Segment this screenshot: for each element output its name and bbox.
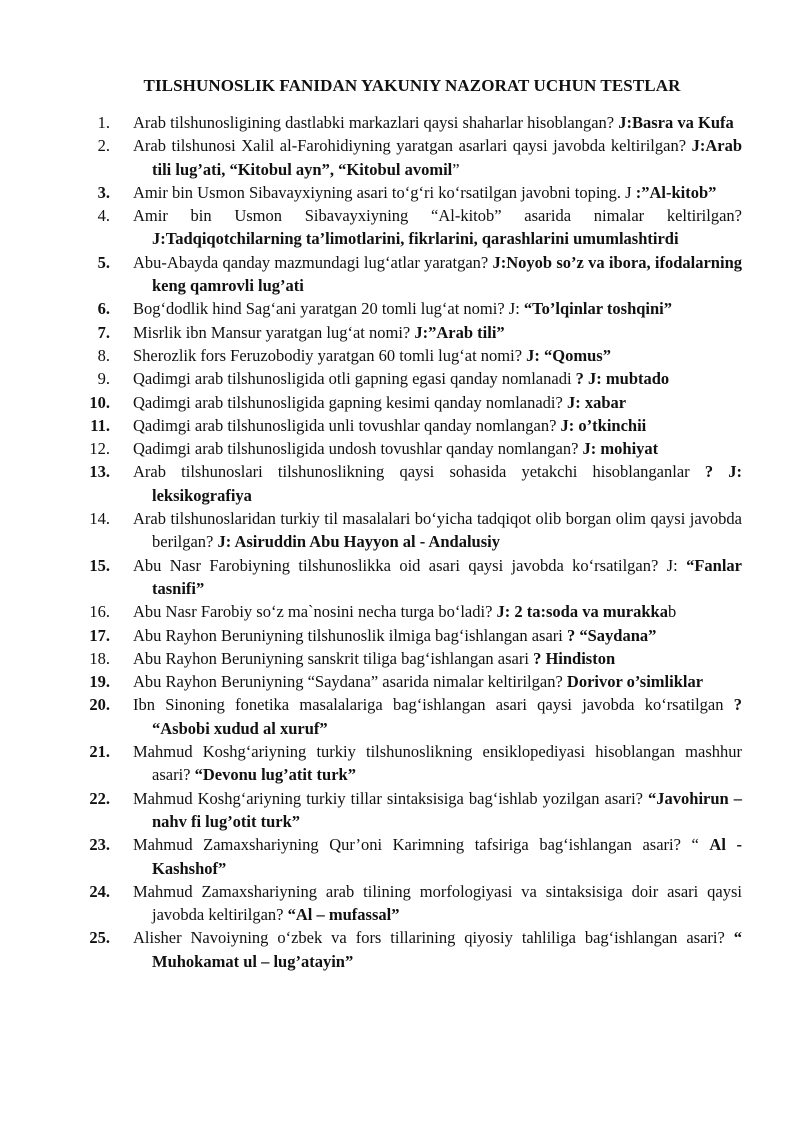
item-text — [133, 134, 742, 181]
item-text — [133, 297, 742, 320]
answer-text: “ Muhokamat ul – lug’atayin” — [152, 928, 742, 971]
item-text — [133, 554, 742, 601]
answer-text: ? J: leksikografiya — [152, 462, 743, 505]
test-item — [60, 367, 742, 390]
item-text — [133, 740, 742, 787]
item-text — [133, 367, 742, 390]
question-text: Mahmud Zamaxshariyning Qur’oni Karimning tafsiriga bag‘ishlangan asari? “ — [133, 835, 699, 855]
test-item — [60, 321, 742, 344]
test-list — [60, 111, 742, 973]
test-item — [60, 880, 742, 927]
question-text: Alisher Navoiyning o‘zbek va fors tillarining qiyosiy tahliliga bag‘ishlangan asari? — [133, 928, 725, 948]
item-number: 19. — [89, 672, 110, 692]
answer-text: J:Arab tili lug’ati, “Kitobul ayn”, “Kitobul avomil — [152, 136, 743, 179]
test-item — [60, 181, 742, 204]
question-text: Mahmud Koshg‘ariyning turkiy tilshunoslikning ensiklopediyasi hisoblangan mashhur asari? — [133, 742, 742, 785]
answer-text: J: o’tkinchii — [560, 415, 647, 435]
test-item — [60, 624, 742, 647]
test-item — [60, 251, 742, 298]
answer-text: “Al – mufassal” — [287, 905, 400, 925]
item-text — [133, 437, 742, 460]
test-item — [60, 391, 742, 414]
test-item — [60, 787, 742, 834]
answer-text: J: mohiyat — [582, 439, 659, 459]
item-number: 12. — [89, 439, 110, 459]
answer-text: J: Asiruddin Abu Hayyon al - Andalusiy — [217, 532, 500, 552]
item-text — [133, 647, 742, 670]
test-item — [60, 740, 742, 787]
test-item — [60, 414, 742, 437]
item-number: 3. — [97, 182, 110, 202]
answer-text: ? Hindiston — [533, 648, 616, 668]
item-text — [133, 880, 742, 927]
item-text — [133, 670, 742, 693]
item-number: 11. — [90, 415, 110, 435]
question-text: Qadimgi arab tilshunosligida unli tovushlar qanday nomlangan? — [133, 415, 557, 435]
document-title: TILSHUNOSLIK FANIDAN YAKUNIY NAZORAT UCHUN TESTLAR — [143, 76, 681, 95]
item-text — [133, 507, 742, 554]
item-number: 10. — [89, 392, 110, 412]
answer-text: “Fanlar tasnifi” — [152, 555, 742, 598]
item-number: 24. — [89, 881, 110, 901]
item-number: 23. — [89, 835, 110, 855]
question-text: Misrlik ibn Mansur yaratgan lug‘at nomi? — [133, 322, 411, 342]
item-text — [133, 926, 742, 973]
test-item — [60, 344, 742, 367]
test-item — [60, 507, 742, 554]
question-text: Arab tilshunosligining dastlabki markazlari qaysi shaharlar hisoblangan? — [133, 113, 615, 132]
item-number: 15. — [89, 555, 110, 575]
test-item — [60, 554, 742, 601]
item-number: 4. — [97, 206, 110, 226]
item-text — [133, 787, 742, 834]
question-text: Qadimgi arab tilshunosligida otli gapning egasi qanday nomlanadi — [133, 369, 572, 389]
answer-text: ? “Asbobi xudud al xuruf” — [152, 695, 743, 738]
item-text — [133, 460, 742, 507]
item-text — [133, 321, 742, 344]
item-text — [133, 624, 742, 647]
item-number: 13. — [89, 462, 110, 482]
item-number: 7. — [97, 322, 110, 342]
test-item — [60, 437, 742, 460]
test-item — [60, 926, 742, 973]
question-text: Arab tilshunosi Xalil al-Farohidiyning yaratgan asarlari qaysi javobda keltirilgan? — [133, 136, 687, 156]
item-number: 8. — [97, 345, 110, 365]
question-text: Abu-Abayda qanday mazmundagi lug‘atlar yaratgan? — [133, 252, 489, 272]
question-text: Bog‘dodlik hind Sag‘ani yaratgan 20 tomli lug‘at nomi? J: — [133, 299, 520, 319]
item-number: 21. — [89, 742, 110, 762]
answer-text: J: 2 ta:soda va murakka — [496, 602, 668, 622]
test-item — [60, 111, 742, 134]
answer-tail: b — [667, 602, 677, 622]
item-number: 6. — [97, 299, 110, 319]
answer-text: “Javohirun – nahv fi lug’otit turk” — [152, 788, 743, 831]
item-number: 22. — [89, 788, 110, 808]
answer-text: “Devonu lug’atit turk” — [194, 765, 356, 785]
question-text: Qadimgi arab tilshunosligida undosh tovushlar qanday nomlangan? — [133, 439, 579, 459]
question-text: Sherozlik fors Feruzobodiy yaratgan 60 tomli lug‘at nomi? — [133, 345, 523, 365]
test-item — [60, 693, 742, 740]
item-number: 2. — [97, 136, 110, 156]
answer-text: J:Basra va Kufa — [618, 113, 734, 132]
question-text: Abu Rayhon Beruniyning sanskrit tiliga bag‘ishlangan asari — [133, 648, 529, 668]
item-text — [133, 391, 742, 414]
answer-text: Al - Kashshof” — [152, 835, 742, 878]
item-text — [133, 344, 742, 367]
answer-tail: ” — [452, 159, 460, 179]
question-text: Arab tilshunoslaridan turkiy til masalalari bo‘yicha tadqiqot olib borgan olim qaysi javobda berilgan? — [133, 509, 742, 552]
answer-text: ? “Saydana” — [567, 625, 657, 645]
answer-text: :”Al-kitob” — [635, 182, 717, 202]
item-text — [133, 251, 742, 298]
question-text: Arab tilshunoslari tilshunoslikning qaysi sohasida yetakchi hisoblanganlar — [133, 462, 690, 482]
question-text: Mahmud Koshg‘ariyning turkiy tillar sintaksisiga bag‘ishlab yozilgan asari? — [133, 788, 643, 808]
answer-text: J:Tadqiqotchilarning ta’limotlarini, fikrlarini, qarashlarini umumlashtirdi — [152, 229, 679, 249]
test-item — [60, 833, 742, 880]
item-number: 1. — [97, 113, 110, 132]
question-text: Abu Rayhon Beruniyning “Saydana” asarida nimalar keltirilgan? — [133, 672, 563, 692]
item-text — [133, 204, 742, 251]
answer-text: ? J: mubtado — [575, 369, 670, 389]
item-number: 25. — [89, 928, 110, 948]
question-text: Ibn Sinoning fonetika masalalariga bag‘ishlangan asari qaysi javobda ko‘rsatilgan — [133, 695, 724, 715]
answer-text: J: xabar — [566, 392, 627, 412]
test-item — [60, 297, 742, 320]
item-text — [133, 181, 742, 204]
item-text — [133, 693, 742, 740]
question-text: Abu Rayhon Beruniyning tilshunoslik ilmiga bag‘ishlangan asari — [133, 625, 563, 645]
test-item — [60, 670, 742, 693]
item-number: 20. — [89, 695, 110, 715]
question-text: Abu Nasr Farobiyning tilshunoslikka oid asari qaysi javobda ko‘rsatilgan? J: — [133, 555, 678, 575]
test-item — [60, 134, 742, 181]
test-item — [60, 600, 742, 623]
item-number: 5. — [97, 252, 110, 272]
question-text: Amir bin Usmon Sibavayxiyning “Al-kitob” asarida nimalar keltirilgan? — [133, 206, 742, 226]
item-number: 18. — [89, 648, 110, 668]
item-number: 14. — [89, 509, 110, 529]
answer-text: J: “Qomus” — [526, 345, 611, 365]
answer-text: J:Noyob so’z va ibora, ifodalarning keng qamrovli lug’ati — [152, 252, 742, 296]
answer-text: “To’lqinlar toshqini” — [523, 299, 673, 319]
item-text — [133, 414, 742, 437]
item-number: 9. — [97, 369, 110, 389]
item-text — [133, 833, 742, 880]
answer-text: J:”Arab tili” — [414, 322, 505, 342]
question-text: Qadimgi arab tilshunosligida gapning kesimi qanday nomlanadi? — [133, 392, 563, 412]
question-text: Abu Nasr Farobiy so‘z ma`nosini necha turga bo‘ladi? — [133, 602, 493, 622]
test-item — [60, 460, 742, 507]
question-text: Amir bin Usmon Sibavayxiyning asari to‘g‘ri ko‘rsatilgan javobni toping. J — [133, 182, 632, 202]
question-text: Mahmud Zamaxshariyning arab tilining morfologiyasi va sintaksisiga doir asari qaysi javobda keltirilgan? — [133, 881, 742, 925]
test-item — [60, 647, 742, 670]
item-text — [133, 111, 742, 134]
item-text — [133, 600, 742, 623]
test-item — [60, 204, 742, 251]
item-number: 16. — [89, 602, 110, 622]
item-number: 17. — [89, 625, 110, 645]
answer-text: Dorivor o’simliklar — [566, 672, 704, 692]
